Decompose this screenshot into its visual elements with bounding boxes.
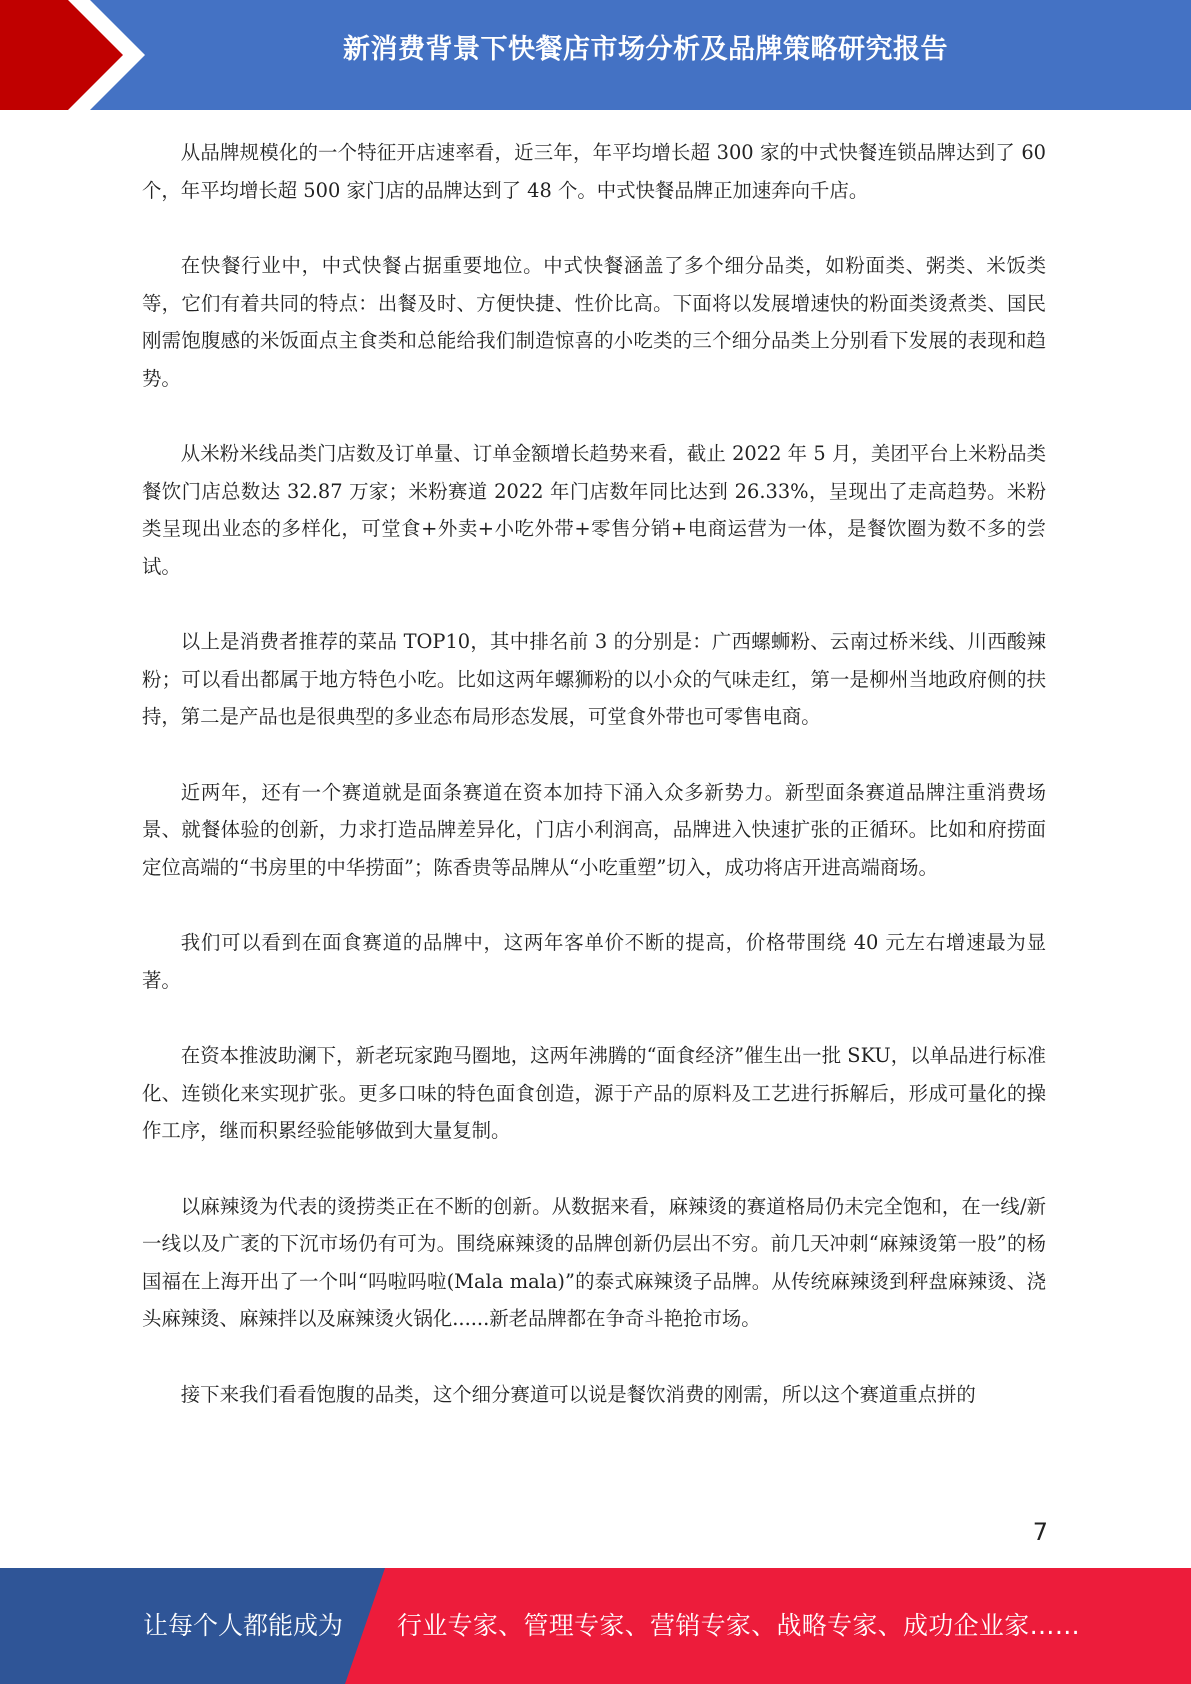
footer-slogan-left: 让每个人都能成为: [143, 1611, 344, 1640]
paragraph: 以上是消费者推荐的菜品 TOP10，其中排名前 3 的分别是：广西螺蛳粉、云南过桥米线、川西酸辣粉；可以看出都属于地方特色小吃。比如这两年螺狮粉的以小众的气味走红，第一是柳州当地政府侧的扶持，第二是产品也是很典型的多业态布局形态发展，可堂食外带也可零售电商。: [142, 630, 1046, 728]
paragraph: 在快餐行业中，中式快餐占据重要地位。中式快餐涵盖了多个细分品类，如粉面类、粥类、米饭类等，它们有着共同的特点：出餐及时、方便快捷、性价比高。下面将以发展增速快的粉面类烫煮类、国民刚需饱腹感的米饭面点主食类和总能给我们制造惊喜的小吃类的三个细分品类上分别看下发展的表现和趋势。: [142, 254, 1046, 390]
page-header: [0, 0, 1191, 110]
paragraph: 以麻辣烫为代表的烫捞类正在不断的创新。从数据来看，麻辣烫的赛道格局仍未完全饱和，在一线/新一线以及广袤的下沉市场仍有可为。围绕麻辣烫的品牌创新仍层出不穷。前几天冲刺“麻辣烫第一股”的杨国福在上海开出了一个叫“吗啦吗啦(Mala mala)”的泰式麻辣烫子品牌。从传统麻辣烫到秤盘麻辣烫、浇头麻辣烫、麻辣拌以及麻辣烫火锅化......新老品牌都在争奇斗艳抢市场。: [142, 1194, 1046, 1330]
paragraph: 从米粉米线品类门店数及订单量、订单金额增长趋势来看，截止 2022 年 5 月，美团平台上米粉品类餐饮门店总数达 32.87 万家；米粉赛道 2022 年门店数年同比达到 26.33%，呈现出了走高趋势。米粉类呈现出业态的多样化，可堂食+外卖+小吃外带+零售分销+电商运营为一体，是餐饮圈为数不多的尝试。: [142, 442, 1046, 578]
footer-slogan-right: 行业专家、管理专家、营销专家、战略专家、成功企业家……: [397, 1611, 1081, 1640]
paragraph: 近两年，还有一个赛道就是面条赛道在资本加持下涌入众多新势力。新型面条赛道品牌注重消费场景、就餐体验的创新，力求打造品牌差异化，门店小利润高，品牌进入快速扩张的正循环。比如和府捞面定位高端的“书房里的中华捞面”；陈香贵等品牌从“小吃重塑”切入，成功将店开进高端商场。: [142, 780, 1046, 879]
document-title: 新消费背景下快餐店市场分析及品牌策略研究报告: [343, 34, 948, 65]
document-body: [142, 134, 1046, 1413]
page-footer: [0, 1568, 1191, 1684]
paragraph: 从品牌规模化的一个特征开店速率看，近三年，年平均增长超 300 家的中式快餐连锁品牌达到了 60 个，年平均增长超 500 家门店的品牌达到了 48 个。中式快餐品牌正加速奔向千店。: [142, 141, 1046, 202]
paragraph: 接下来我们看看饱腹的品类，这个细分赛道可以说是餐饮消费的刚需，所以这个赛道重点拼的: [180, 1382, 976, 1406]
paragraph: 在资本推波助澜下，新老玩家跑马圈地，这两年沸腾的“面食经济”催生出一批 SKU，以单品进行标准化、连锁化来实现扩张。更多口味的特色面食创造，源于产品的原料及工艺进行拆解后，形成可量化的操作工序，继而积累经验能够做到大量复制。: [142, 1044, 1046, 1142]
paragraph: 我们可以看到在面食赛道的品牌中，这两年客单价不断的提高，价格带围绕 40 元左右增速最为显著。: [142, 931, 1046, 992]
page-number: 7: [1032, 1518, 1048, 1546]
